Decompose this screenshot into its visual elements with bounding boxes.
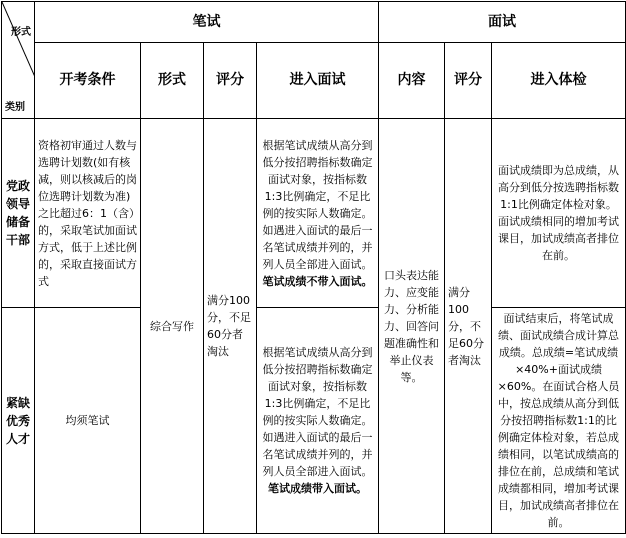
- open-condition-cell: 均须笔试: [35, 308, 141, 534]
- enter-interview-cell: [257, 119, 379, 308]
- enter-physical-cell: 面试结束后，将笔试成绩、面试成绩合成计算总成绩。总成绩=笔试成绩×40%+面试成绩×60%。在面试合格人员中，按总成绩从高分到低分按招聘指标数1:1的比例确定体检对象，若总成绩相同，以笔试成绩高的排位在前，总成绩和笔试成绩都相同，增加考试课目，加试成绩高者排位在前。: [492, 308, 626, 534]
- col-enter-physical: 进入体检: [492, 43, 626, 119]
- col-content: 内容: [379, 43, 445, 119]
- col-score2: 评分: [445, 43, 492, 119]
- table-row: [2, 308, 626, 534]
- content-cell: 口头表达能力、应变能力、分析能力、回答问题准确性和举止仪表等。: [379, 119, 445, 534]
- written-exam-header: 笔试: [35, 2, 379, 43]
- col-open-condition: 开考条件: [35, 43, 141, 119]
- interview-header: 面试: [379, 2, 626, 43]
- form-cell: 综合写作: [141, 119, 204, 534]
- enter-interview-text: 根据笔试成绩从高分到低分按招聘指标数确定面试对象，按指标数1:3比例确定，不足比例的按实际人数确定。如遇进入面试的最后一名笔试成绩并列的，并列人员全部进入面试。: [262, 346, 373, 478]
- score-cell: 满分100分，不足60分者淘汰: [204, 119, 257, 534]
- col-score: 评分: [204, 43, 257, 119]
- col-form: 形式: [141, 43, 204, 119]
- enter-interview-bold-note: 笔试成绩不带入面试。: [262, 274, 373, 288]
- score2-cell: 满分100分，不足60分者淘汰: [445, 119, 492, 534]
- diag-top-label: 形式: [11, 27, 31, 38]
- enter-interview-bold-note: 笔试成绩带入面试。: [268, 482, 367, 495]
- category-cell: 紧缺优秀人才: [2, 308, 35, 534]
- table-row: [2, 119, 626, 308]
- enter-interview-cell: [257, 308, 379, 534]
- recruitment-table: [1, 1, 626, 534]
- enter-interview-text: 根据笔试成绩从高分到低分按招聘指标数确定面试对象，按指标数1:3比例确定，不足比例的按实际人数确定。如遇进入面试的最后一名笔试成绩并列的，并列人员全部进入面试。: [262, 138, 373, 271]
- diag-bottom-label: 类别: [5, 102, 25, 113]
- diagonal-header-cell: [2, 2, 35, 119]
- open-condition-cell: 资格初审通过人数与选聘计划数(如有核减，则以核减后的岗位选聘计划数为准)之比超过6：1（含）的，采取笔试加面试方式，低于上述比例的，采取直接面试方式: [35, 119, 141, 308]
- enter-physical-cell: 面试成绩即为总成绩，从高分到低分按选聘指标数1:1比例确定体检对象。面试成绩相同的增加考试课目，加试成绩高者排位在前。: [492, 119, 626, 308]
- col-enter-interview: 进入面试: [257, 43, 379, 119]
- category-cell: 党政领导储备干部: [2, 119, 35, 308]
